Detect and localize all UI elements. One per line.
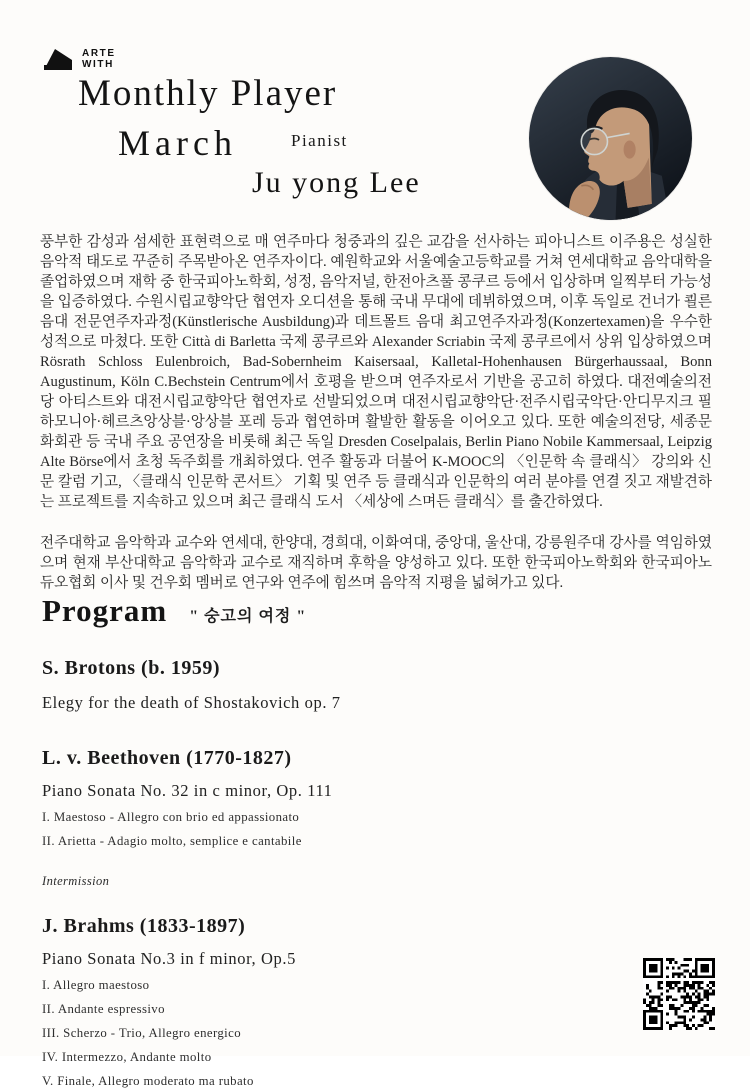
poster-month: March [118,123,237,163]
program-subtitle: " 숭고의 여정 " [189,608,307,625]
piece-title: Elegy for the death of Shostakovich op. 7 [42,693,341,712]
qr-code [643,958,715,1030]
movement: I. Allegro maestoso [42,978,150,992]
artist-name: Ju yong Lee [252,166,421,199]
program-item-brotons [42,657,602,713]
movement: V. Finale, Allegro moderato ma rubato [42,1074,254,1088]
arte-with-logo-text [82,48,116,70]
movement: IV. Intermezzo, Andante molto [42,1050,212,1064]
movement: I. Maestoso - Allegro con brio ed appassionato [42,810,300,824]
program-item-beethoven [42,747,602,849]
bio-paragraph-2: 전주대학교 음악학과 교수와 연세대, 한양대, 경희대, 이화여대, 중앙대, 울산대, 강릉원주대 강사를 역임하였으며 현재 부산대학교 음악학과 교수로 재직하며 후학을 양성하고 있다. 또한 한국피아노학회와 한국피아노듀오협회 이사 및 건우회 멤버로 연구와 연주에 힘쓰며 음악적 지평을 넓혀가고 있다. [40,535,712,591]
program-title: Program [42,593,168,628]
movement: II. Andante espressivo [42,1002,165,1016]
piece-title: Piano Sonata No.3 in f minor, Op.5 [42,949,296,968]
piece-title: Piano Sonata No. 32 in c minor, Op. 111 [42,781,333,800]
movement-list [42,810,602,849]
intermission-label: Intermission [42,874,110,888]
movement: II. Arietta - Adagio molto, semplice e cantabile [42,834,302,848]
logo-line-with: WITH [82,59,114,70]
artist-role: Pianist [291,131,348,150]
movement-list [42,978,602,1089]
program-header [42,593,602,629]
artist-biography [40,232,712,593]
composer-name: S. Brotons (b. 1959) [42,657,220,679]
arte-with-logo-icon [42,46,76,72]
pianist-photo [529,57,692,220]
composer-name: J. Brahms (1833-1897) [42,915,246,937]
poster-title: Monthly Player [78,73,338,114]
logo-line-arte: ARTE [82,48,116,59]
composer-name: L. v. Beethoven (1770-1827) [42,747,292,769]
program-item-brahms [42,915,602,1089]
arte-with-logo [42,46,116,72]
bio-paragraph-1: 풍부한 감성과 섬세한 표현력으로 매 연주마다 청중과의 깊은 교감을 선사하는 피아니스트 이주용은 성실한 음악적 태도로 꾸준히 주목받아온 연주자이다. 예원학교와 서울예술고등학교를 거쳐 연세대학교 음악대학을 졸업하였으며 재학 중 한국피아노학회, 성정, 음악저널, 한전아츠풀 콩쿠르 등에서 입상하며 일찍부터 가능성을 입증하였다. 수원시립교향악단 협연자 오디션을 통해 국내 무대에 데뷔하였으며, 이후 독일로 건너가 쾰른 음대 전문연주자과정(Künstlerische Ausbildung)과 데트몰트 음대 최고연주자과정(Konzertexamen)을 우수한 성적으로 마쳤다. 또한 Città di Barletta 국제 콩쿠르와 Alexander Scriabin 국제 콩쿠르에서 상위 입상하였으며 Rösrath Schloss Eulenbroich, Bad-Sobernheim Kaisersaal, Kalletal-Hohenhausen Bürgerhaussaal, Bonn Augustinum, Köln C.Bechstein Centrum에서 호평을 받으며 연주자로서 기반을 공고히 하였다. 대전예술의전당 아티스트와 대전시립교향악단 협연자로 선발되었으며 대전시립교향악단·전주시립국악단·안디무지크 필하모니아·헤르츠앙상블·앙상블 포레 등과 협연하며 활발한 활동을 이어오고 있다. 또한 예술의전당, 세종문화회관 등 국내 주요 공연장을 비롯해 최근 독일 Dresden Coselpalais, Berlin Piano Nobile Kammersaal, Leipzig Alte Börse에서 초청 독주회를 개최하였다. 연주 활동과 더불어 K-MOOC의 〈인문학 속 클래식〉 강의와 신문 칼럼 기고, 〈클래식 인문학 콘서트〉 기획 및 연주 등 클래식과 인문학의 여러 분야를 연결 짓고 재발견하는 프로젝트를 지속하고 있으며 최근 클래식 도서 〈세상에 스며든 클래식〉를 출간하였다. [40,234,713,510]
movement: III. Scherzo - Trio, Allegro energico [42,1026,242,1040]
program-section [42,593,602,1089]
